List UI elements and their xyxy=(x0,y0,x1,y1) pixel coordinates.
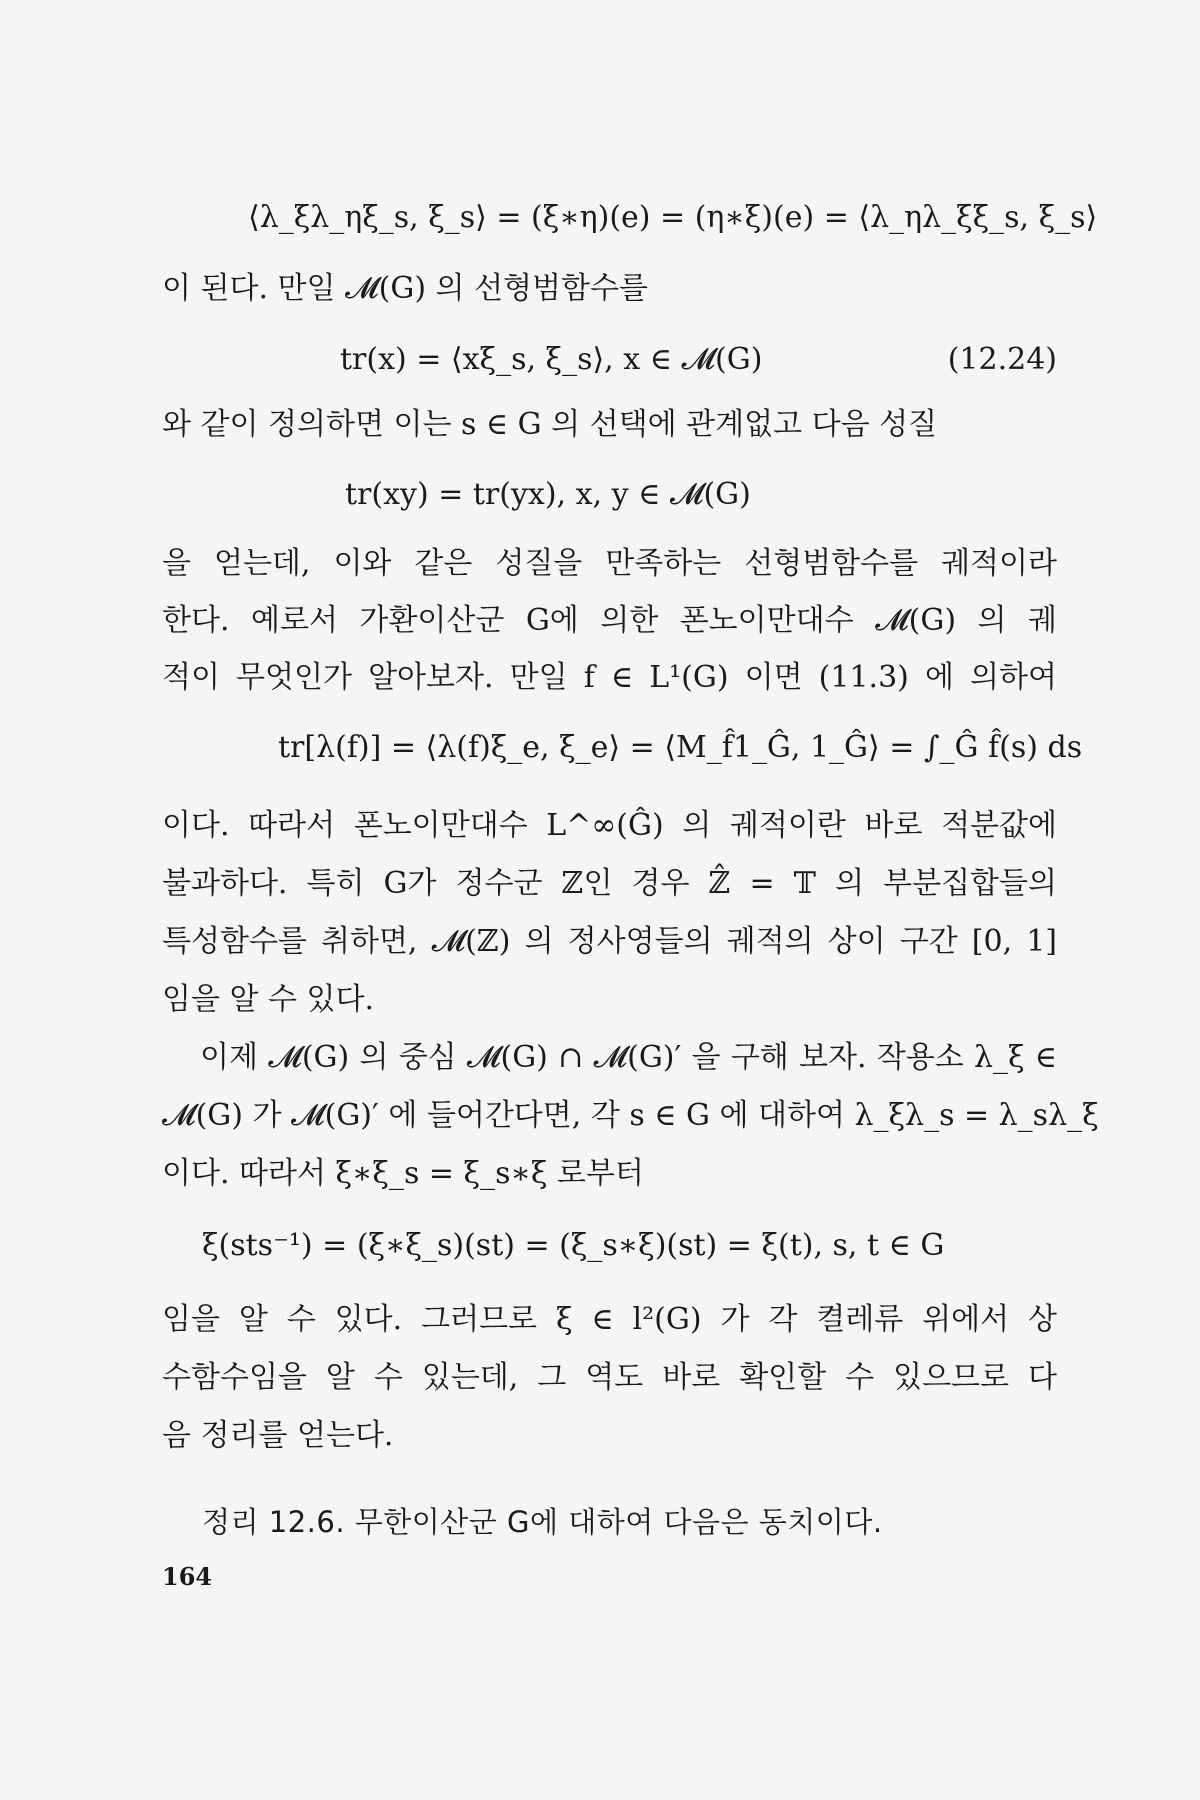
equation-trace-property: tr(xy) = tr(yx), x, y ∈ 𝓜(G) xyxy=(345,477,751,512)
text-line: 불과하다. 특히 G가 정수군 ℤ인 경우 ℤ̂ = 𝕋 의 부분집합들의 xyxy=(162,866,1057,901)
text-line: 이다. 따라서 폰노이만대수 L^∞(Ĝ) 의 궤적이란 바로 적분값에 xyxy=(162,808,1057,843)
text-line: 적이 무엇인가 알아보자. 만일 f ∈ L¹(G) 이면 (11.3) 에 의하여 xyxy=(162,660,1057,695)
text-line: 이다. 따라서 ξ∗ξ_s = ξ_s∗ξ 로부터 xyxy=(162,1156,644,1191)
text-line: 음 정리를 얻는다. xyxy=(162,1418,394,1453)
equation-trace-fourier: tr[λ(f)] = ⟨λ(f)ξ_e, ξ_e⟩ = ⟨M_f̂1_Ĝ, 1_Ĝ⟩ = ∫_Ĝ f̂(s) ds xyxy=(278,730,1083,765)
text-line: 임을 알 수 있다. xyxy=(162,982,375,1017)
text-line: 을 얻는데, 이와 같은 성질을 만족하는 선형범함수를 궤적이라 xyxy=(162,546,1057,581)
equation-trace-definition: tr(x) = ⟨xξ_s, ξ_s⟩, x ∈ 𝓜(G) xyxy=(340,342,763,377)
text-line: 특성함수를 취하면, 𝓜(ℤ) 의 정사영들의 궤적의 상이 구간 [0, 1] xyxy=(162,924,1057,959)
text-line: 수함수임을 알 수 있는데, 그 역도 바로 확인할 수 있으므로 다 xyxy=(162,1360,1057,1395)
text-line: 이제 𝓜(G) 의 중심 𝓜(G) ∩ 𝓜(G)′ 을 구해 보자. 작용소 λ_ξ ∈ xyxy=(200,1040,1057,1075)
theorem-statement: 정리 12.6. 무한이산군 G에 대하여 다음은 동치이다. xyxy=(202,1505,883,1539)
text-line: 이 된다. 만일 𝓜(G) 의 선형범함수를 xyxy=(162,271,648,306)
text-line: 𝓜(G) 가 𝓜(G)′ 에 들어간다면, 각 s ∈ G 에 대하여 λ_ξλ_s = λ_sλ_ξ xyxy=(162,1098,1099,1133)
equation-conjugacy-invariance: ξ(sts⁻¹) = (ξ∗ξ_s)(st) = (ξ_s∗ξ)(st) = ξ(t), s, t ∈ G xyxy=(202,1228,945,1263)
page-number: 164 xyxy=(162,1562,213,1591)
equation-inner-product-commute: ⟨λ_ξλ_ηξ_s, ξ_s⟩ = (ξ∗η)(e) = (η∗ξ)(e) = ⟨λ_ηλ_ξξ_s, ξ_s⟩ xyxy=(248,200,1098,235)
text-line: 한다. 예로서 가환이산군 G에 의한 폰노이만대수 𝓜(G) 의 궤 xyxy=(162,603,1057,638)
equation-number: (12.24) xyxy=(947,342,1057,377)
text-line: 와 같이 정의하면 이는 s ∈ G 의 선택에 관계없고 다음 성질 xyxy=(162,407,938,442)
text-line: 임을 알 수 있다. 그러므로 ξ ∈ l²(G) 가 각 켤레류 위에서 상 xyxy=(162,1302,1057,1337)
